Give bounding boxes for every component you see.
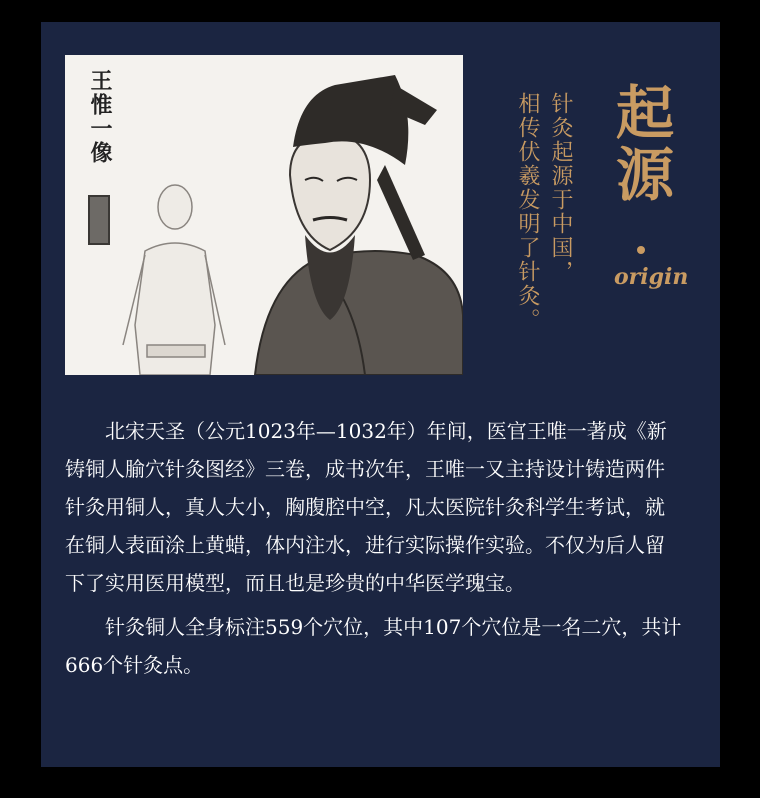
section-subtitle: origin [614,264,689,290]
heading-dot [637,246,645,254]
paragraph: 针灸铜人全身标注559个穴位，其中107个穴位是一名二穴，共计666个针灸点。 [65,615,682,677]
article-body [65,412,683,690]
content-panel [41,22,720,767]
paragraph: 北宋天圣（公元1023年—1032年）年间，医官王唯一著成《新铸铜人腧穴针灸图经》三卷，成书次年，王唯一又主持设计铸造两件针灸用铜人，真人大小，胸腹腔中空，凡太医院针灸科学生考试，就在铜人表面涂上黄蜡，体内注水，进行实际操作实验。不仅为后人留下了实用医用模型，而且也是珍贵的中华医学瑰宝。 [65,419,667,595]
portrait-sketch [65,55,463,375]
side-text-line-1: 针灸起源于中国， [548,92,573,284]
wang-weiyi-portrait [65,55,463,375]
portrait-caption: 王惟一像 [87,69,112,165]
seal-stamp [88,195,110,245]
section-heading: 起源 [606,82,674,206]
side-text-line-2: 相传伏羲发明了针灸。 [515,92,540,332]
